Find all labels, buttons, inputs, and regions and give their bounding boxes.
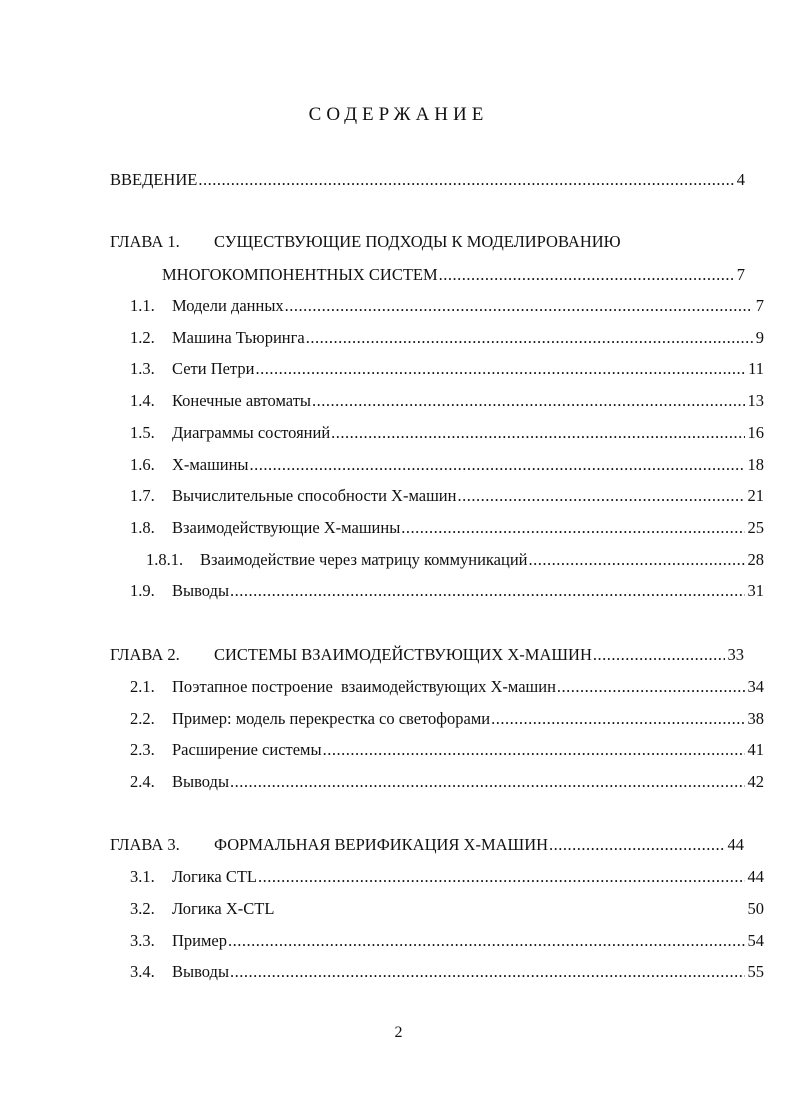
dot-leader [285,296,753,316]
section-number: 3.4. [130,962,155,981]
dot-leader [323,740,745,760]
section-title: Выводы [172,581,230,600]
dot-leader [250,455,745,475]
toc-entry-1-8-1[interactable] [146,550,764,570]
toc-entry-intro[interactable] [110,170,745,190]
section-title: Расширение системы [172,740,322,759]
section-title: Выводы [172,772,230,791]
section-number: 2.4. [130,772,155,791]
section-title: Машина Тьюринга [172,328,305,347]
section-page: 38 [747,709,764,728]
section-number: 1.4. [130,391,155,410]
dot-leader [529,550,745,570]
section-number: 1.8. [130,518,155,537]
section-page: 34 [747,677,764,696]
section-title: Вычислительные способности X-машин [172,486,457,505]
chapter-title: ФОРМАЛЬНАЯ ВЕРИФИКАЦИЯ X-МАШИН [214,835,549,854]
section-number: 2.2. [130,709,155,728]
section-title: Сети Петри [172,359,255,378]
section-page: 16 [747,423,764,442]
toc-entry-2-1[interactable] [130,677,764,697]
toc-entry-1-2[interactable] [130,328,764,348]
toc-entry-1-8[interactable] [130,518,764,538]
toc-entry-2-2[interactable] [130,709,764,729]
toc-entry-1-5[interactable] [130,423,764,443]
section-title: Диаграммы состояний [172,423,331,442]
section-title: Поэтапное построение взаимодействующих X-машин [172,677,556,696]
section-page: 28 [747,550,764,569]
section-title: X-машины [172,455,249,474]
section-number: 1.2. [130,328,155,347]
section-page: 13 [747,391,764,410]
section-number: 2.1. [130,677,155,696]
toc-entry-1-4[interactable] [130,391,764,411]
toc-entry-3-2[interactable] [130,899,764,919]
section-title: Логика CTL [172,867,258,886]
section-page: 25 [747,518,764,537]
dot-leader [549,835,724,855]
toc-entry-1-7[interactable] [130,486,764,506]
chapter-number: ГЛАВА 2. [110,645,180,664]
dot-leader [198,170,733,190]
section-page: 7 [755,296,764,315]
section-title: Логика X-CTL [172,899,275,918]
dot-leader [230,581,744,601]
section-page: 44 [747,867,764,886]
dot-leader [306,328,753,348]
section-title: Выводы [172,962,230,981]
dot-leader [228,931,744,951]
page-title: СОДЕРЖАНИЕ [308,104,489,125]
toc-entry-1-3[interactable] [130,359,764,379]
toc-entry-3-3[interactable] [130,931,764,951]
dot-leader [331,423,744,443]
section-number: 2.3. [130,740,155,759]
dot-leader [593,645,725,665]
chapter-title-continued: МНОГОКОМПОНЕНТНЫХ СИСТЕМ [162,265,438,284]
section-title: Взаимодействующие X-машины [172,518,401,537]
page-number: 2 [394,1024,403,1041]
toc-entry-3-1[interactable] [130,867,764,887]
toc-entry-3-4[interactable] [130,962,764,982]
section-number: 1.8.1. [146,550,184,569]
section-title: Пример: модель перекрестка со светофорами [172,709,491,728]
chapter-title: СУЩЕСТВУЮЩИЕ ПОДХОДЫ К МОДЕЛИРОВАНИЮ [214,232,621,251]
dot-leader [557,677,745,697]
section-title: Модели данных [172,296,284,315]
section-page: 54 [747,931,764,950]
section-number: 1.9. [130,581,155,600]
section-page: 42 [747,772,764,791]
chapter-2-heading[interactable] [110,645,744,665]
section-page: 31 [747,581,764,600]
section-number: 1.3. [130,359,155,378]
section-number: 1.7. [130,486,155,505]
chapter-title: СИСТЕМЫ ВЗАИМОДЕЙСТВУЮЩИХ X-МАШИН [214,645,592,664]
section-number: 1.6. [130,455,155,474]
dot-leader [491,709,744,729]
dot-leader [401,518,744,538]
toc-entry-page: 4 [736,170,745,189]
chapter-1-heading-line2[interactable] [162,265,745,285]
section-title: Взаимодействие через матрицу коммуникаций [200,550,528,569]
toc-entry-title: ВВЕДЕНИЕ [110,170,198,189]
toc-entry-2-3[interactable] [130,740,764,760]
dot-leader [457,486,744,506]
section-page: 21 [747,486,764,505]
section-number: 1.5. [130,423,155,442]
dot-leader [230,772,744,792]
toc-entry-1-9[interactable] [130,581,764,601]
section-page: 50 [747,899,764,918]
section-number: 3.3. [130,931,155,950]
section-page: 9 [755,328,764,347]
section-number: 3.1. [130,867,155,886]
dot-leader [255,359,745,379]
section-page: 18 [747,455,764,474]
dot-leader [258,867,744,887]
chapter-1-heading[interactable] [110,232,621,252]
toc-entry-1-1[interactable] [130,296,764,316]
toc-entry-2-4[interactable] [130,772,764,792]
dot-leader [230,962,744,982]
dot-leader [312,391,745,411]
section-title: Конечные автоматы [172,391,311,410]
section-number: 1.1. [130,296,155,315]
dot-leader [439,265,734,285]
toc-entry-page: 7 [736,265,745,284]
section-title: Пример [172,931,228,950]
section-page: 41 [747,740,764,759]
section-page: 11 [748,359,764,378]
toc-entry-1-6[interactable] [130,455,764,475]
chapter-number: ГЛАВА 3. [110,835,180,854]
section-page: 55 [747,962,764,981]
chapter-3-heading[interactable] [110,835,744,855]
chapter-page: 44 [727,835,744,854]
chapter-page: 33 [727,645,744,664]
chapter-number: ГЛАВА 1. [110,232,180,251]
section-number: 3.2. [130,899,155,918]
